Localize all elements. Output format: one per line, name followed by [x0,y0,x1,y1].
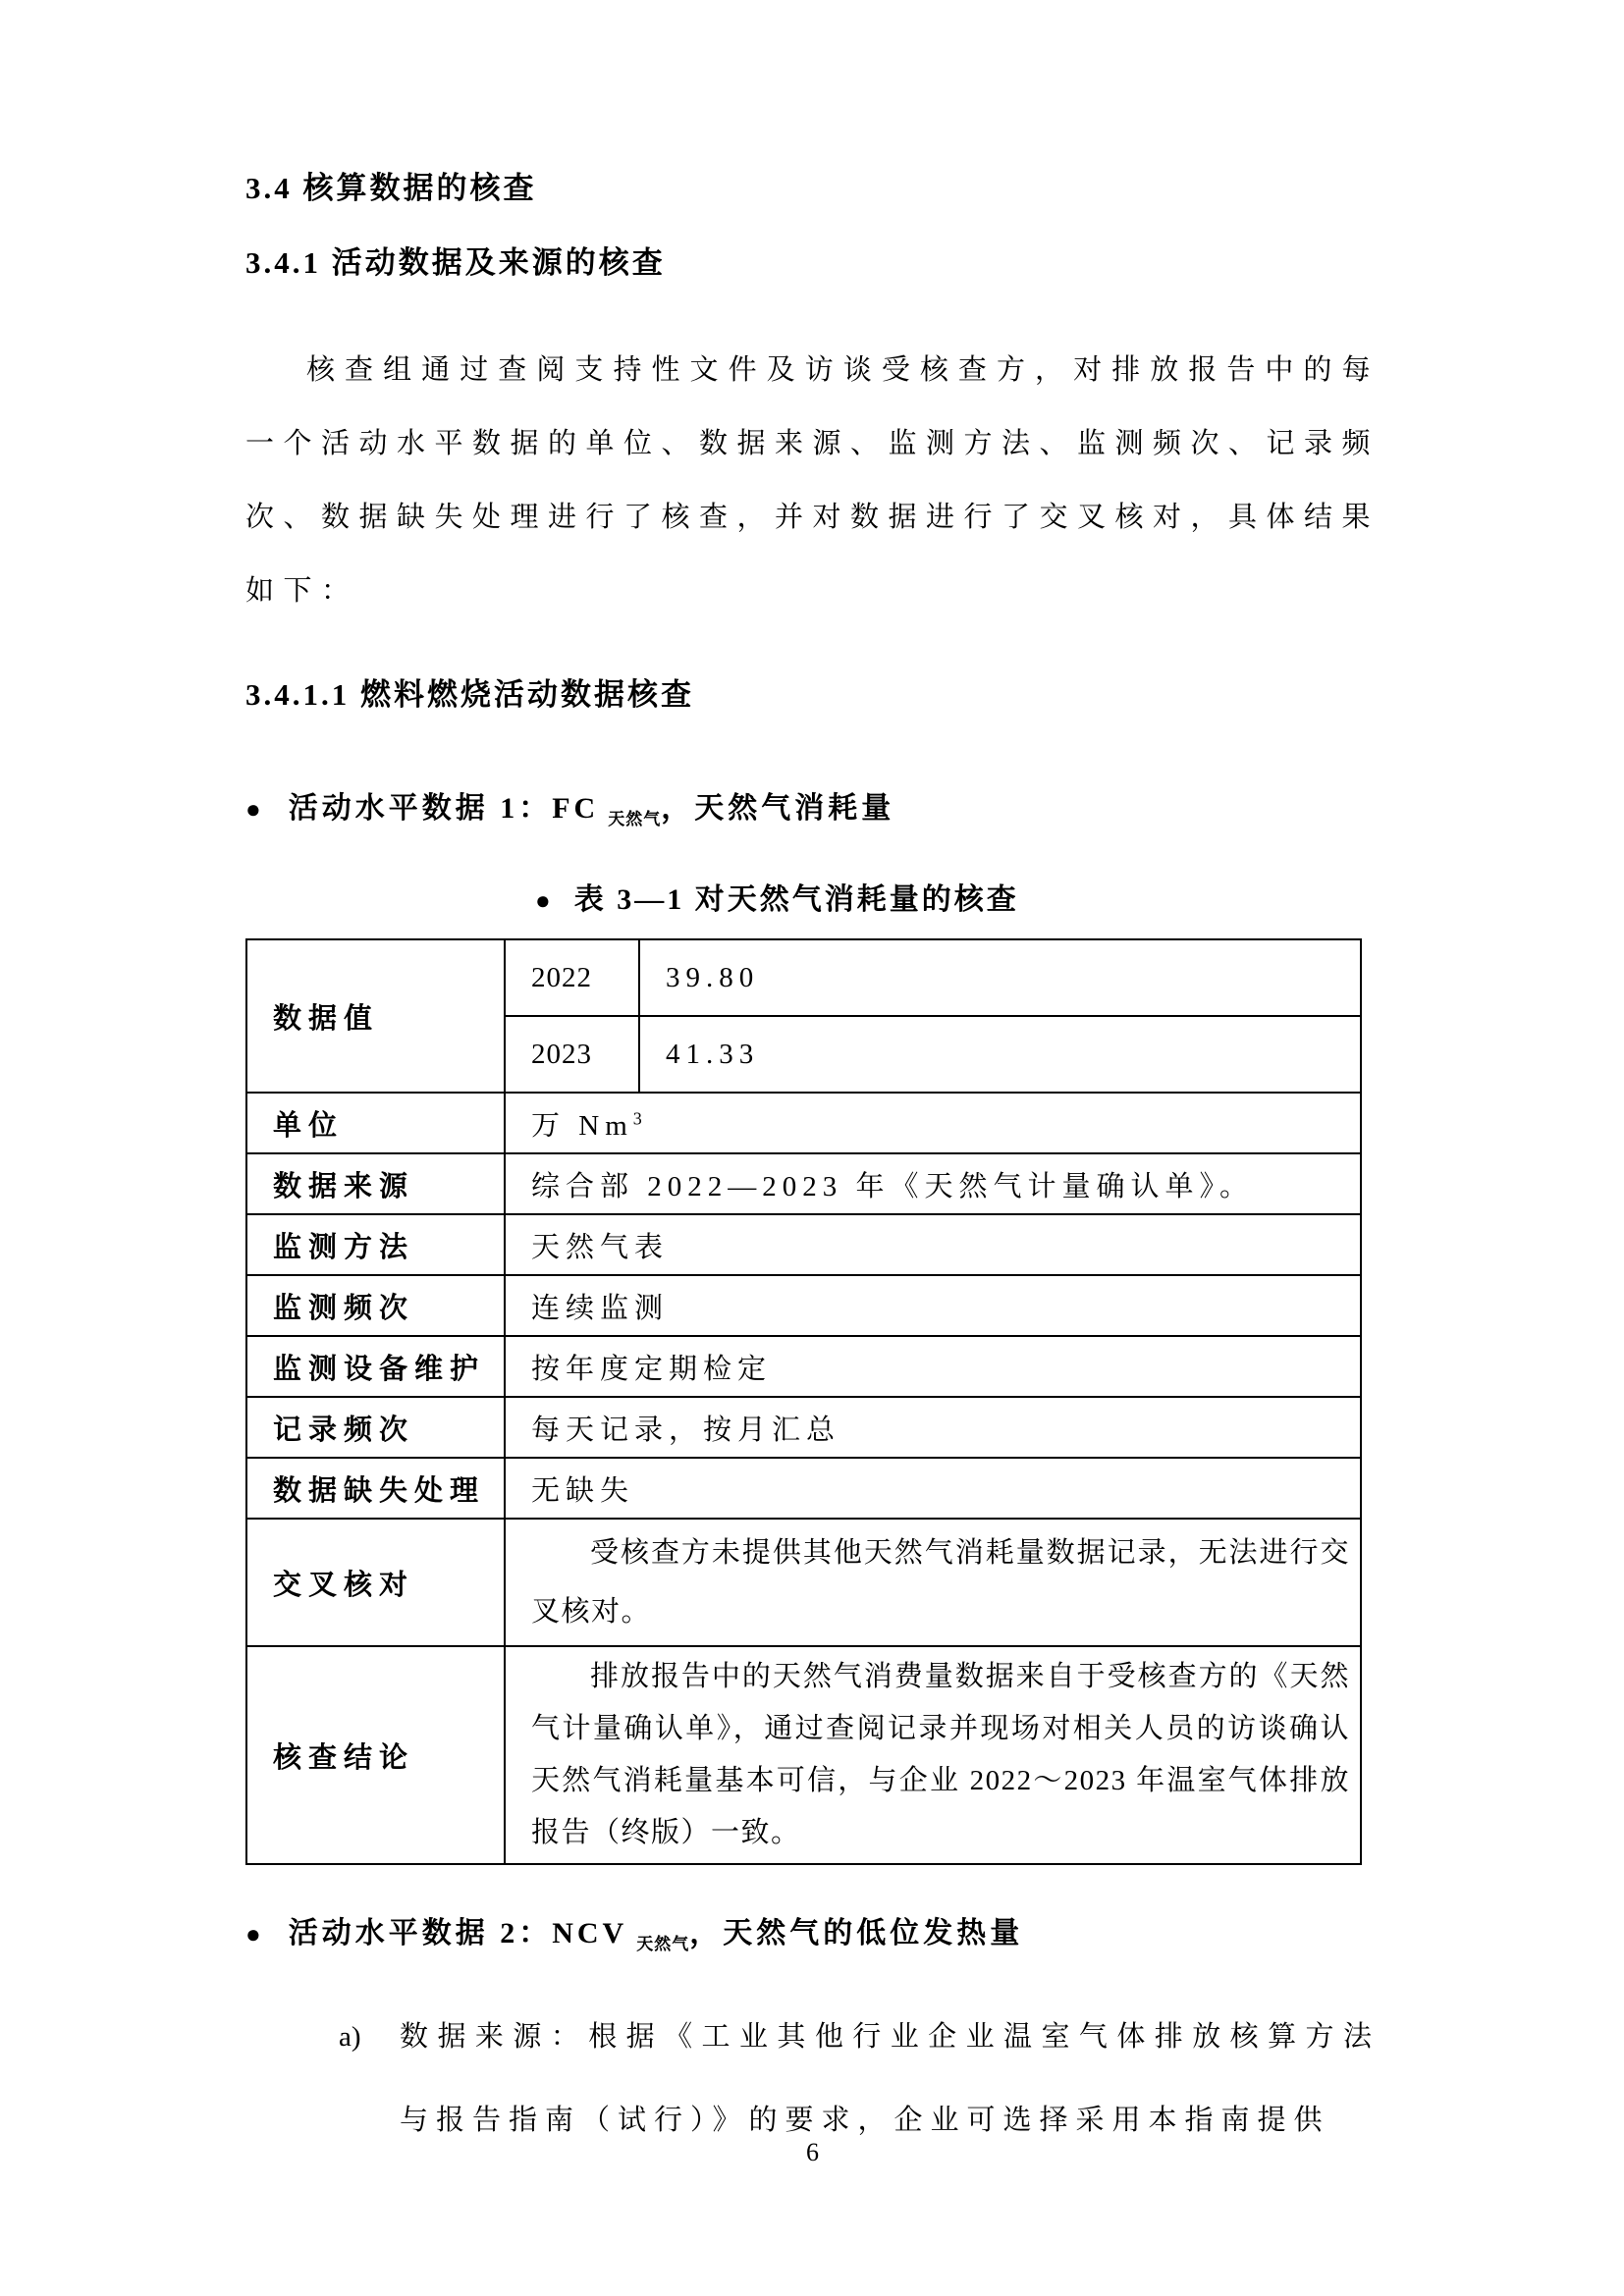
row-value-cross-check: 受核查方未提供其他天然气消耗量数据记录，无法进行交叉核对。 [505,1519,1361,1646]
activity2-suffix: ，天然气的低位发热量 [689,1917,1024,1949]
row-value-equipment-maintenance: 按年度定期检定 [505,1336,1361,1397]
activity1-subscript-natural-gas: 天然气 [608,810,662,828]
row-value-data-source: 综合部 2022—2023 年《天然气计量确认单》。 [505,1153,1361,1214]
row-label-equipment-maintenance: 监测设备维护 [246,1336,505,1397]
bullet-icon: ● [245,1920,261,1949]
row-label-monitoring-method: 监测方法 [246,1214,505,1275]
table-row [246,1153,1361,1214]
activity2-prefix: 活动水平数据 2：NCV [288,1917,628,1949]
table-row [246,1093,1361,1153]
value-cell-2022: 39.80 [639,939,1361,1016]
table-row [246,1646,1361,1864]
row-label-missing-data: 数据缺失处理 [246,1458,505,1519]
list-item-a-marker: a) [339,2021,361,2053]
table-row [246,1336,1361,1397]
value-cell-2023: 41.33 [639,1016,1361,1093]
activity1-suffix: ，天然气消耗量 [661,792,895,825]
intro-paragraph: 核查组通过查阅支持性文件及访谈受核查方，对排放报告中的每一个活动水平数据的单位、数据来源、监测方法、监测频次、记录频次、数据缺失处理进行了核查，并对数据进行了交叉核对，具体结果如下： [245,354,1380,607]
unit-superscript: 3 [632,1107,642,1128]
year-cell-2022: 2022 [505,939,639,1016]
table-caption-text: 表 3—1 对天然气消耗量的核查 [573,883,1019,916]
row-label-data-value: 数据值 [246,939,505,1093]
row-value-monitoring-frequency: 连续监测 [505,1275,1361,1336]
row-label-monitoring-frequency: 监测频次 [246,1275,505,1336]
bullet-activity-data-1-text [289,787,895,841]
verification-table [245,938,1362,1865]
heading-3-4: 3.4 核算数据的核查 [245,171,537,205]
row-label-record-frequency: 记录频次 [246,1397,505,1458]
table-row [246,1519,1361,1646]
table-row [246,939,1361,1016]
table-row [246,1275,1361,1336]
table-caption [535,879,1380,923]
row-value-record-frequency: 每天记录，按月汇总 [505,1397,1361,1458]
row-value-monitoring-method: 天然气表 [505,1214,1361,1275]
unit-text: 万 Nm [531,1109,633,1142]
heading-3-4-1: 3.4.1 活动数据及来源的核查 [245,245,666,280]
bullet-activity-data-2-text [289,1912,1024,1966]
year-cell-2023: 2023 [505,1016,639,1093]
row-value-conclusion: 排放报告中的天然气消费量数据来自于受核查方的《天然气计量确认单》，通过查阅记录并现场对相关人员的访谈确认天然气消耗量基本可信，与企业 2022～2023 年温室气体排放报告（终版）一致。 [505,1646,1361,1864]
row-label-data-source: 数据来源 [246,1153,505,1214]
table-row [246,1214,1361,1275]
page-number: 6 [806,2138,819,2166]
heading-3-4-1-1: 3.4.1.1 燃料燃烧活动数据核查 [245,677,694,712]
row-value-missing-data: 无缺失 [505,1458,1361,1519]
activity1-prefix: 活动水平数据 1：FC [288,792,600,825]
activity2-subscript-natural-gas: 天然气 [636,1935,690,1953]
row-label-cross-check: 交叉核对 [246,1519,505,1646]
row-label-conclusion: 核查结论 [246,1646,505,1864]
list-item-a-text: 数据来源：根据《工业其他行业企业温室气体排放核算方法与报告指南（试行）》的要求，企业可选择采用本指南提供 [400,2021,1380,2136]
row-label-unit: 单位 [246,1093,505,1153]
table-row [246,1397,1361,1458]
bullet-icon: ● [245,795,261,824]
bullet-activity-data-2 [245,1912,1380,1966]
bullet-icon: ● [535,886,551,915]
bullet-activity-data-1 [245,787,1380,841]
table-row [246,1458,1361,1519]
row-value-unit [505,1093,1361,1153]
